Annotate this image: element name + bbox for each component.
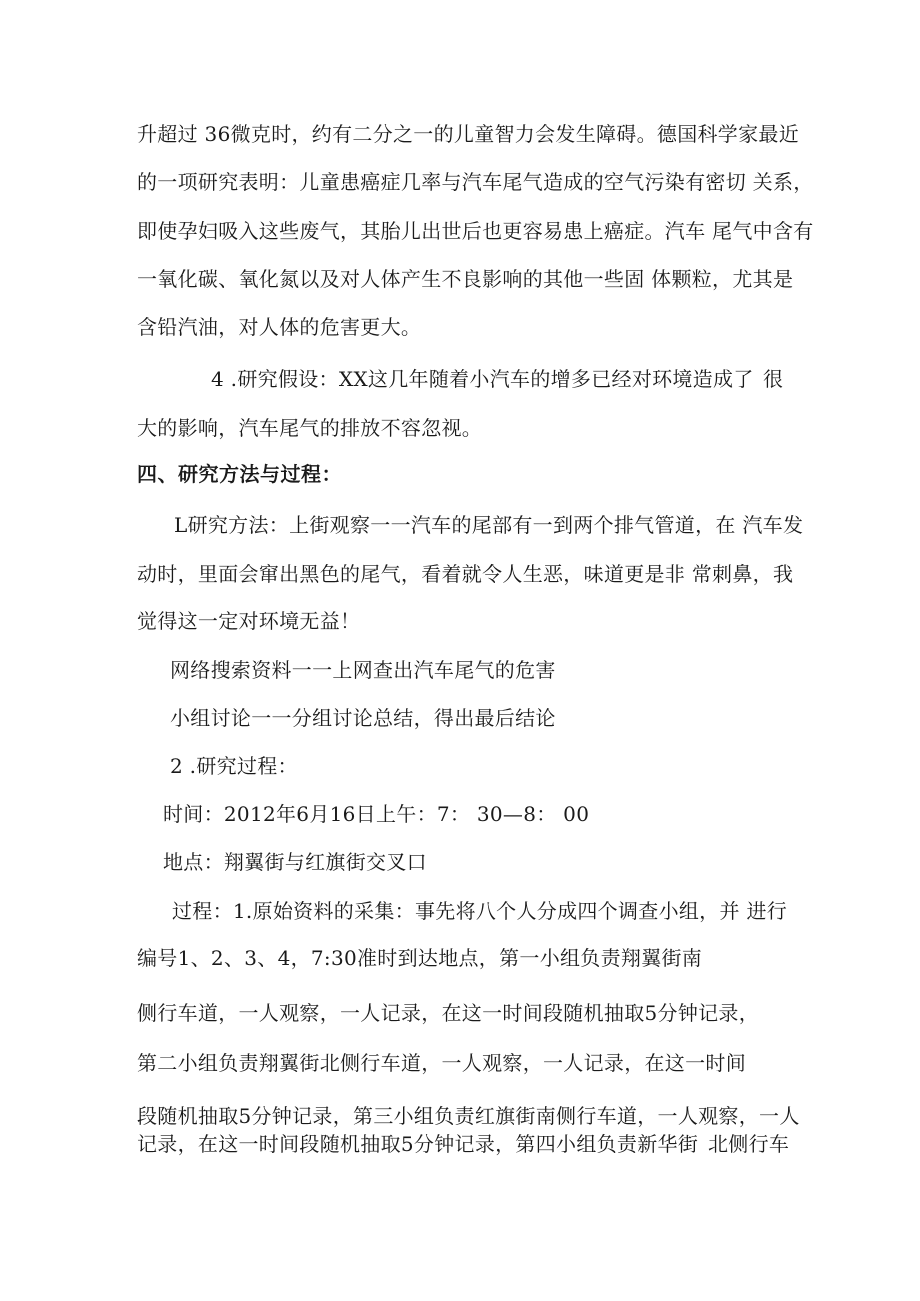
hypothesis-line: 大的影响，汽车尾气的排放不容忽视。 — [137, 416, 483, 440]
process-line: 编号1、2、3、4，7:30准时到达地点，第一小组负责翔翼街南 — [137, 946, 703, 970]
method-line: 动时，里面会窜出黑色的尾气，看着就令人生恶，味道更是非 常刺鼻，我 — [137, 562, 794, 586]
hypothesis-line: 4 .研究假设：XX这几年随着小汽车的增多已经对环境造成了 — [211, 367, 754, 391]
method-line: 觉得这一定对环境无益！ — [137, 609, 361, 633]
paragraph-line: 含铅汽油，对人体的危害更大。 — [137, 315, 422, 339]
process-line: 段随机抽取5分钟记录，第三小组负责红旗街南侧行车道，一人观察，一人 — [137, 1104, 800, 1128]
paragraph-line: 的一项研究表明：儿童患癌症几率与汽车尾气造成的空气污染有密切 关系， — [137, 170, 814, 194]
group-discussion-item: 小组讨论一一分组讨论总结，得出最后结论 — [170, 706, 556, 730]
location-line: 地点：翔翼街与红旗街交叉口 — [163, 850, 427, 874]
process-line: 第二小组负责翔翼街北侧行车道，一人观察，一人记录，在这一时间 — [137, 1051, 746, 1075]
paragraph-line: 升超过 36微克时，约有二分之一的儿童智力会发生障碍。德国科学家最近 — [137, 122, 800, 146]
method-line: L研究方法：上街观察一一汽车的尾部有一到两个排气管道，在 汽车发 — [174, 513, 804, 537]
network-search-item: 网络搜索资料一一上网查出汽车尾气的危害 — [170, 658, 556, 682]
hypothesis-line-tail: 很 — [763, 367, 784, 391]
paragraph-line: 即使孕妇吸入这些废气，其胎儿出世后也更容易患上癌症。汽车 尾气中含有 — [137, 219, 814, 243]
paragraph-line: 一氧化碳、氧化氮以及对人体产生不良影响的其他一些固 体颗粒，尤其是 — [137, 267, 794, 291]
time-line: 时间：2012年6月16日上午：7： 30—8： 00 — [163, 802, 590, 826]
process-line: 记录，在这一时间段随机抽取5分钟记录，第四小组负责新华街 — [137, 1132, 699, 1156]
process-title: 2 .研究过程： — [170, 754, 298, 778]
process-line: 过程：1.原始资料的采集：事先将八个人分成四个调查小组，并 进行 — [172, 899, 788, 923]
process-line-tail: 北侧行车 — [708, 1132, 790, 1156]
section-heading: 四、研究方法与过程： — [137, 462, 342, 486]
process-line: 侧行车道，一人观察，一人记录，在这一时间段随机抽取5分钟记录， — [137, 1001, 760, 1025]
